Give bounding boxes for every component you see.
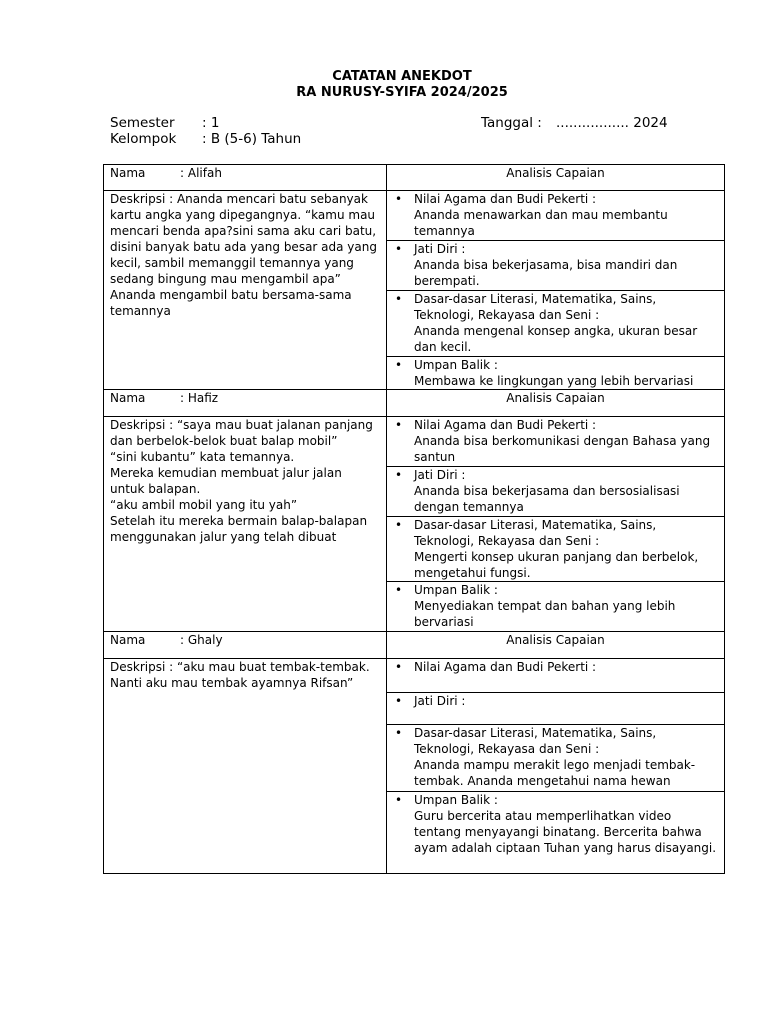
item-title: • Dasar-dasar Literasi, Matematika, Sains, Teknologi, Rekayasa dan Seni : (414, 292, 657, 322)
document-title: CATATAN ANEKDOT (332, 69, 472, 84)
description-cell: Deskripsi : “aku mau buat tembak-tembak. Nanti aku mau tembak ayamnya Rifsan” (104, 659, 387, 874)
list-item (387, 417, 725, 467)
item-body: Guru bercerita atau memperlihatkan video tentang menyayangi binatang. Bercerita bahwa ayam adalah ciptaan Tuhan yang harus disayangi. (414, 809, 717, 855)
table-row (104, 632, 725, 659)
document-subtitle: RA NURUSY-SYIFA 2024/2025 (296, 85, 508, 100)
item-title: • Dasar-dasar Literasi, Matematika, Sains, Teknologi, Rekayasa dan Seni : (414, 518, 657, 548)
kelompok-value: : B (5-6) Tahun (202, 131, 302, 147)
item-body: Menyediakan tempat dan bahan yang lebih bervariasi (414, 599, 676, 629)
description-line: Deskripsi : “saya mau buat jalanan panjang dan berbelok-belok buat balap mobil” (110, 418, 373, 448)
item-body: Ananda bisa berkomunikasi dengan Bahasa yang santun (414, 434, 711, 464)
table-row (104, 417, 725, 467)
item-title: • Jati Diri : (414, 468, 466, 482)
name-label: Nama (110, 391, 146, 405)
item-title: • Nilai Agama dan Budi Pekerti : (414, 660, 597, 674)
name-value: : Hafiz (180, 391, 219, 405)
analysis-header: Analisis Capaian (387, 632, 725, 659)
item-body: Ananda mengenal konsep angka, ukuran besar dan kecil. (414, 324, 698, 354)
item-body: Mengerti konsep ukuran panjang dan berbelok, mengetahui fungsi. (414, 550, 699, 580)
description-cell (104, 417, 387, 632)
name-cell (104, 632, 387, 659)
list-item (387, 517, 725, 582)
list-item (387, 291, 725, 357)
list-item (387, 191, 725, 241)
kelompok-label: Kelompok (110, 131, 177, 147)
name-value: : Alifah (180, 166, 222, 180)
analysis-header: Analisis Capaian (387, 390, 725, 417)
list-item (387, 659, 725, 693)
list-item (387, 582, 725, 632)
semester-label: Semester (110, 115, 175, 131)
name-cell (104, 165, 387, 191)
name-label: Nama (110, 166, 146, 180)
table-row (104, 191, 725, 241)
item-body: Ananda bisa bekerjasama, bisa mandiri dan berempati. (414, 258, 678, 288)
description-line: “sini kubantu” kata temannya. (110, 450, 295, 464)
item-title: • Dasar-dasar Literasi, Matematika, Sains, Teknologi, Rekayasa dan Seni : (414, 726, 657, 756)
description-line: “aku ambil mobil yang itu yah” (110, 498, 298, 512)
name-value: : Ghaly (180, 633, 223, 647)
item-title: • Umpan Balik : (414, 793, 498, 807)
tanggal-value: ................. 2024 (556, 115, 668, 131)
item-title: • Umpan Balik : (414, 358, 498, 372)
anecdote-table (103, 164, 725, 874)
item-title: • Jati Diri : (414, 694, 466, 708)
list-item (387, 357, 725, 390)
list-item (387, 467, 725, 517)
name-cell (104, 390, 387, 417)
item-title: • Nilai Agama dan Budi Pekerti : (414, 192, 597, 206)
item-title: • Nilai Agama dan Budi Pekerti : (414, 418, 597, 432)
description-line: Setelah itu mereka bermain balap-balapan menggunakan jalur yang telah dibuat (110, 514, 368, 544)
item-body: Ananda bisa bekerjasama dan bersosialisasi dengan temannya (414, 484, 680, 514)
item-body: Ananda menawarkan dan mau membantu temannya (414, 208, 668, 238)
table-row (104, 390, 725, 417)
description-line: Mereka kemudian membuat jalur jalan untuk balapan. (110, 466, 342, 496)
item-body: Ananda mampu merakit lego menjadi tembak-tembak. Ananda mengetahui nama hewan (414, 758, 696, 788)
item-body: Membawa ke lingkungan yang lebih bervariasi (414, 374, 694, 388)
item-title: • Umpan Balik : (414, 583, 498, 597)
table-row (104, 165, 725, 191)
semester-value: : 1 (202, 115, 220, 131)
list-item (387, 725, 725, 792)
description-cell: Deskripsi : Ananda mencari batu sebanyak kartu angka yang dipegangnya. “kamu mau mencari benda apa?sini sama aku cari batu, disini banyak batu ada yang besar ada yang kecil, sambil memanggil temannya yang sedang bingung mau mengambil apa” Ananda mengambil batu bersama-sama temannya (104, 191, 387, 390)
table-row (104, 659, 725, 693)
item-title: • Jati Diri : (414, 242, 466, 256)
tanggal-label: Tanggal : (481, 115, 542, 131)
analysis-header: Analisis Capaian (387, 165, 725, 191)
list-item (387, 693, 725, 725)
name-label: Nama (110, 633, 146, 647)
list-item (387, 241, 725, 291)
list-item (387, 792, 725, 874)
